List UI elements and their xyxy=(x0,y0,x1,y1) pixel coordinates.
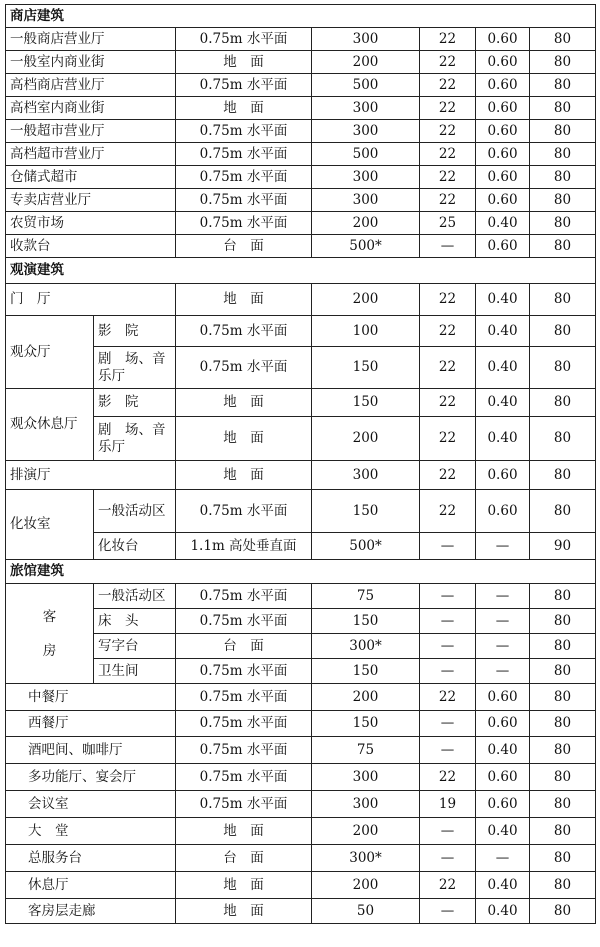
ugr-cell: — xyxy=(420,711,476,737)
plane-cell: 地 面 xyxy=(176,872,312,899)
ugr-cell: 22 xyxy=(420,389,476,417)
room-cell: 多功能厅、宴会厅 xyxy=(6,764,176,791)
ra-cell: 80 xyxy=(530,166,596,189)
section-header-row xyxy=(6,560,596,584)
subroom-cell: 剧 场、音乐厅 xyxy=(94,417,176,461)
room-cell: 中餐厅 xyxy=(6,684,176,711)
plane-cell: 0.75m 水平面 xyxy=(176,28,312,51)
uniformity-cell: 0.60 xyxy=(476,490,530,533)
illuminance-cell: 50 xyxy=(312,899,420,924)
subroom-cell: 卫生间 xyxy=(94,659,176,684)
room-cell: 大 堂 xyxy=(6,818,176,845)
room-cell: 排演厅 xyxy=(6,461,176,490)
uniformity-cell: 0.40 xyxy=(476,284,530,316)
room-cell: 一般超市营业厅 xyxy=(6,120,176,143)
ugr-cell: 22 xyxy=(420,684,476,711)
ugr-cell: 22 xyxy=(420,417,476,461)
illuminance-cell: 300 xyxy=(312,97,420,120)
room-cell: 一般室内商业街 xyxy=(6,51,176,74)
illuminance-cell: 300 xyxy=(312,764,420,791)
table-row xyxy=(6,659,596,684)
uniformity-cell: — xyxy=(476,659,530,684)
plane-cell: 0.75m 水平面 xyxy=(176,791,312,818)
uniformity-cell: 0.60 xyxy=(476,189,530,212)
ra-cell: 80 xyxy=(530,684,596,711)
illuminance-cell: 200 xyxy=(312,51,420,74)
subroom-cell: 写字台 xyxy=(94,634,176,659)
ugr-cell: — xyxy=(420,609,476,634)
subroom-cell: 影 院 xyxy=(94,389,176,417)
plane-cell: 0.75m 水平面 xyxy=(176,490,312,533)
plane-cell: 地 面 xyxy=(176,417,312,461)
ugr-cell: — xyxy=(420,659,476,684)
subroom-cell: 化妆台 xyxy=(94,533,176,560)
table-row xyxy=(6,120,596,143)
table-row xyxy=(6,791,596,818)
table-row xyxy=(6,899,596,924)
plane-cell: 0.75m 水平面 xyxy=(176,711,312,737)
ugr-cell: 22 xyxy=(420,764,476,791)
table-row xyxy=(6,764,596,791)
group-cell: 观众休息厅 xyxy=(6,389,94,461)
plane-cell: 0.75m 水平面 xyxy=(176,659,312,684)
ugr-cell: 22 xyxy=(420,28,476,51)
illuminance-cell: 300 xyxy=(312,120,420,143)
illuminance-cell: 150 xyxy=(312,389,420,417)
plane-cell: 0.75m 水平面 xyxy=(176,166,312,189)
illuminance-cell: 300 xyxy=(312,28,420,51)
illuminance-cell: 200 xyxy=(312,818,420,845)
table-row xyxy=(6,737,596,764)
uniformity-cell: 0.60 xyxy=(476,684,530,711)
room-cell: 酒吧间、咖啡厅 xyxy=(6,737,176,764)
section-header-row xyxy=(6,5,596,28)
plane-cell: 0.75m 水平面 xyxy=(176,212,312,235)
ra-cell: 80 xyxy=(530,872,596,899)
uniformity-cell: 0.40 xyxy=(476,818,530,845)
illuminance-cell: 150 xyxy=(312,711,420,737)
uniformity-cell: 0.60 xyxy=(476,120,530,143)
table-row xyxy=(6,389,596,417)
table-row xyxy=(6,316,596,347)
ra-cell: 80 xyxy=(530,461,596,490)
ra-cell: 80 xyxy=(530,791,596,818)
illuminance-cell: 100 xyxy=(312,316,420,347)
uniformity-cell: 0.60 xyxy=(476,97,530,120)
illuminance-cell: 300* xyxy=(312,634,420,659)
plane-cell: 地 面 xyxy=(176,97,312,120)
table-row xyxy=(6,634,596,659)
plane-cell: 地 面 xyxy=(176,284,312,316)
ugr-cell: — xyxy=(420,584,476,609)
subroom-cell: 一般活动区 xyxy=(94,490,176,533)
illuminance-cell: 500 xyxy=(312,74,420,97)
plane-cell: 台 面 xyxy=(176,634,312,659)
plane-cell: 地 面 xyxy=(176,818,312,845)
ugr-cell: 22 xyxy=(420,189,476,212)
plane-cell: 地 面 xyxy=(176,51,312,74)
uniformity-cell: 0.60 xyxy=(476,711,530,737)
table-row xyxy=(6,74,596,97)
illuminance-table-container xyxy=(5,4,595,924)
uniformity-cell: 0.40 xyxy=(476,872,530,899)
ugr-cell: — xyxy=(420,818,476,845)
ugr-cell: 22 xyxy=(420,461,476,490)
uniformity-cell: 0.40 xyxy=(476,347,530,389)
uniformity-cell: 0.40 xyxy=(476,316,530,347)
plane-cell: 1.1m 高处垂直面 xyxy=(176,533,312,560)
table-row xyxy=(6,51,596,74)
ugr-cell: 22 xyxy=(420,872,476,899)
ugr-cell: — xyxy=(420,235,476,258)
table-row xyxy=(6,212,596,235)
room-cell: 仓储式超市 xyxy=(6,166,176,189)
ugr-cell: 22 xyxy=(420,120,476,143)
uniformity-cell: 0.60 xyxy=(476,166,530,189)
illuminance-cell: 75 xyxy=(312,737,420,764)
section-title: 观演建筑 xyxy=(6,258,596,284)
illuminance-table xyxy=(5,4,596,924)
illuminance-cell: 200 xyxy=(312,417,420,461)
subroom-cell: 一般活动区 xyxy=(94,584,176,609)
uniformity-cell: — xyxy=(476,845,530,872)
plane-cell: 地 面 xyxy=(176,389,312,417)
ra-cell: 80 xyxy=(530,235,596,258)
ra-cell: 80 xyxy=(530,737,596,764)
uniformity-cell: 0.40 xyxy=(476,417,530,461)
section-title: 商店建筑 xyxy=(6,5,596,28)
uniformity-cell: 0.60 xyxy=(476,51,530,74)
illuminance-cell: 500 xyxy=(312,143,420,166)
room-cell: 会议室 xyxy=(6,791,176,818)
ugr-cell: 22 xyxy=(420,316,476,347)
illuminance-cell: 500* xyxy=(312,235,420,258)
table-row xyxy=(6,609,596,634)
uniformity-cell: 0.40 xyxy=(476,389,530,417)
table-row xyxy=(6,189,596,212)
ra-cell: 80 xyxy=(530,284,596,316)
plane-cell: 0.75m 水平面 xyxy=(176,316,312,347)
section-title: 旅馆建筑 xyxy=(6,560,596,584)
uniformity-cell: 0.40 xyxy=(476,899,530,924)
subroom-cell: 影 院 xyxy=(94,316,176,347)
ugr-cell: 22 xyxy=(420,97,476,120)
table-row xyxy=(6,845,596,872)
illuminance-cell: 150 xyxy=(312,609,420,634)
ra-cell: 80 xyxy=(530,97,596,120)
ra-cell: 80 xyxy=(530,28,596,51)
uniformity-cell: — xyxy=(476,634,530,659)
plane-cell: 台 面 xyxy=(176,235,312,258)
table-row xyxy=(6,533,596,560)
ra-cell: 80 xyxy=(530,74,596,97)
ra-cell: 80 xyxy=(530,389,596,417)
plane-cell: 0.75m 水平面 xyxy=(176,764,312,791)
room-cell: 总服务台 xyxy=(6,845,176,872)
illuminance-cell: 150 xyxy=(312,490,420,533)
table-row xyxy=(6,166,596,189)
table-row xyxy=(6,490,596,533)
ugr-cell: 22 xyxy=(420,166,476,189)
uniformity-cell: — xyxy=(476,584,530,609)
table-row xyxy=(6,818,596,845)
table-row xyxy=(6,684,596,711)
ugr-cell: — xyxy=(420,845,476,872)
ra-cell: 80 xyxy=(530,212,596,235)
ra-cell: 80 xyxy=(530,609,596,634)
subroom-cell: 剧 场、音乐厅 xyxy=(94,347,176,389)
room-cell: 一般商店营业厅 xyxy=(6,28,176,51)
plane-cell: 地 面 xyxy=(176,899,312,924)
illuminance-cell: 200 xyxy=(312,872,420,899)
ra-cell: 80 xyxy=(530,120,596,143)
ugr-cell: 22 xyxy=(420,143,476,166)
illuminance-cell: 300 xyxy=(312,189,420,212)
table-row xyxy=(6,143,596,166)
uniformity-cell: — xyxy=(476,609,530,634)
ugr-cell: — xyxy=(420,533,476,560)
guest-room-label: 客房 xyxy=(42,608,57,659)
uniformity-cell: 0.60 xyxy=(476,235,530,258)
room-cell: 高档超市营业厅 xyxy=(6,143,176,166)
illuminance-cell: 300* xyxy=(312,845,420,872)
ra-cell: 80 xyxy=(530,659,596,684)
room-cell: 高档商店营业厅 xyxy=(6,74,176,97)
uniformity-cell: 0.60 xyxy=(476,791,530,818)
table-row xyxy=(6,417,596,461)
plane-cell: 0.75m 水平面 xyxy=(176,347,312,389)
uniformity-cell: — xyxy=(476,533,530,560)
plane-cell: 0.75m 水平面 xyxy=(176,120,312,143)
ra-cell: 80 xyxy=(530,417,596,461)
ra-cell: 80 xyxy=(530,316,596,347)
table-row xyxy=(6,711,596,737)
table-row xyxy=(6,347,596,389)
table-row xyxy=(6,235,596,258)
plane-cell: 地 面 xyxy=(176,461,312,490)
plane-cell: 台 面 xyxy=(176,845,312,872)
illuminance-cell: 500* xyxy=(312,533,420,560)
plane-cell: 0.75m 水平面 xyxy=(176,584,312,609)
ugr-cell: — xyxy=(420,899,476,924)
room-cell: 专卖店营业厅 xyxy=(6,189,176,212)
illuminance-cell: 300 xyxy=(312,461,420,490)
table-row xyxy=(6,872,596,899)
group-cell: 化妆室 xyxy=(6,490,94,560)
ra-cell: 80 xyxy=(530,711,596,737)
ra-cell: 80 xyxy=(530,899,596,924)
table-row xyxy=(6,28,596,51)
plane-cell: 0.75m 水平面 xyxy=(176,737,312,764)
ugr-cell: 25 xyxy=(420,212,476,235)
ugr-cell: 22 xyxy=(420,74,476,97)
ra-cell: 80 xyxy=(530,51,596,74)
plane-cell: 0.75m 水平面 xyxy=(176,74,312,97)
ra-cell: 80 xyxy=(530,189,596,212)
plane-cell: 0.75m 水平面 xyxy=(176,609,312,634)
plane-cell: 0.75m 水平面 xyxy=(176,189,312,212)
room-cell: 休息厅 xyxy=(6,872,176,899)
group-cell: 观众厅 xyxy=(6,316,94,389)
ugr-cell: 22 xyxy=(420,490,476,533)
section-header-row xyxy=(6,258,596,284)
room-cell: 农贸市场 xyxy=(6,212,176,235)
uniformity-cell: 0.60 xyxy=(476,74,530,97)
ugr-cell: 22 xyxy=(420,347,476,389)
illuminance-cell: 200 xyxy=(312,684,420,711)
ugr-cell: — xyxy=(420,634,476,659)
subroom-cell: 床 头 xyxy=(94,609,176,634)
room-cell: 高档室内商业街 xyxy=(6,97,176,120)
ra-cell: 80 xyxy=(530,634,596,659)
uniformity-cell: 0.60 xyxy=(476,764,530,791)
table-row xyxy=(6,584,596,609)
room-cell: 收款台 xyxy=(6,235,176,258)
plane-cell: 0.75m 水平面 xyxy=(176,143,312,166)
room-cell: 门 厅 xyxy=(6,284,176,316)
ra-cell: 80 xyxy=(530,490,596,533)
uniformity-cell: 0.60 xyxy=(476,143,530,166)
ra-cell: 80 xyxy=(530,584,596,609)
illuminance-cell: 300 xyxy=(312,791,420,818)
guest-room-cell xyxy=(6,584,94,684)
illuminance-cell: 150 xyxy=(312,347,420,389)
illuminance-cell: 75 xyxy=(312,584,420,609)
ra-cell: 90 xyxy=(530,533,596,560)
uniformity-cell: 0.40 xyxy=(476,212,530,235)
ra-cell: 80 xyxy=(530,845,596,872)
ugr-cell: 22 xyxy=(420,284,476,316)
ra-cell: 80 xyxy=(530,143,596,166)
ra-cell: 80 xyxy=(530,818,596,845)
ugr-cell: — xyxy=(420,737,476,764)
uniformity-cell: 0.60 xyxy=(476,28,530,51)
illuminance-cell: 150 xyxy=(312,659,420,684)
room-cell: 西餐厅 xyxy=(6,711,176,737)
uniformity-cell: 0.40 xyxy=(476,737,530,764)
room-cell: 客房层走廊 xyxy=(6,899,176,924)
illuminance-cell: 200 xyxy=(312,212,420,235)
ugr-cell: 22 xyxy=(420,51,476,74)
ra-cell: 80 xyxy=(530,347,596,389)
uniformity-cell: 0.60 xyxy=(476,461,530,490)
ugr-cell: 19 xyxy=(420,791,476,818)
illuminance-cell: 300 xyxy=(312,166,420,189)
table-row xyxy=(6,97,596,120)
ra-cell: 80 xyxy=(530,764,596,791)
table-row xyxy=(6,284,596,316)
table-row xyxy=(6,461,596,490)
illuminance-cell: 200 xyxy=(312,284,420,316)
plane-cell: 0.75m 水平面 xyxy=(176,684,312,711)
